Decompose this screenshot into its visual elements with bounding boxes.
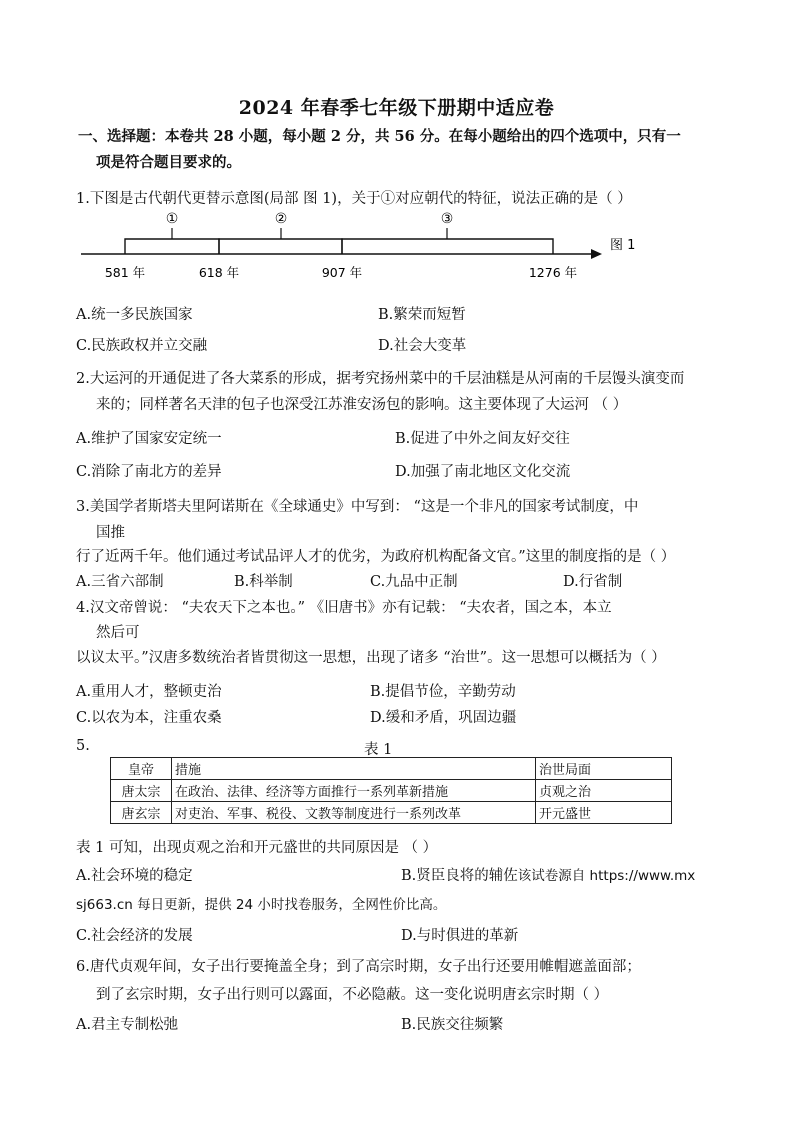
table-header-row bbox=[111, 758, 672, 780]
section-heading-line1: 一、选择题：本卷共 28 小题，每小题 2 分，共 56 分。在每小题给出的四个选项中，只有一 bbox=[78, 128, 681, 145]
marker-1: ① bbox=[165, 211, 179, 227]
table-cell: 在政治、法律、经济等方面推行一系列革新措施 bbox=[172, 780, 536, 802]
table-header-cell: 皇帝 bbox=[111, 758, 172, 780]
q3-option-c: C.九品中正制 bbox=[370, 574, 458, 590]
q4-option-b: B.提倡节俭，辛勤劳动 bbox=[370, 684, 516, 700]
figure-1-timeline bbox=[76, 205, 656, 285]
year-label-3: 907 年 bbox=[321, 265, 363, 280]
watermark-text-1: 该试卷源自 https://www.mx bbox=[517, 868, 696, 884]
table-1-title: 表 1 bbox=[364, 742, 393, 758]
q1-option-a: A.统一多民族国家 bbox=[76, 307, 193, 323]
q5-option-b bbox=[401, 864, 695, 885]
question-1-stem: 1.下图是古代朝代更替示意图(局部 图 1)，关于①对应朝代的特征，说法正确的是（ ） bbox=[76, 191, 632, 207]
q5-option-c: C.社会经济的发展 bbox=[76, 928, 193, 944]
q4-option-d: D.缓和矛盾，巩固边疆 bbox=[370, 710, 517, 726]
q2-option-a: A.维护了国家安定统一 bbox=[76, 431, 222, 447]
question-5-stem: 表 1 可知，出现贞观之治和开元盛世的共同原因是 （ ） bbox=[76, 840, 438, 856]
year-label-2: 618 年 bbox=[198, 265, 240, 280]
marker-3: ③ bbox=[440, 211, 454, 227]
table-cell: 对吏治、军事、税役、文教等制度进行一系列改革 bbox=[172, 802, 536, 824]
period-bracket-3 bbox=[342, 239, 553, 254]
q6-option-a: A.君主专制松弛 bbox=[76, 1017, 179, 1033]
table-cell: 唐太宗 bbox=[111, 780, 172, 802]
q3-option-a: A.三省六部制 bbox=[76, 574, 164, 590]
q4-option-c: C.以农为本，注重农桑 bbox=[76, 710, 222, 726]
q2-option-c: C.消除了南北方的差异 bbox=[76, 464, 222, 480]
question-6-line2: 到了玄宗时期，女子出行则可以露面，不必隐蔽。这一变化说明唐玄宗时期（ ） bbox=[96, 987, 609, 1003]
table-cell: 开元盛世 bbox=[536, 802, 672, 824]
question-4-line3: 以议太平。”汉唐多数统治者皆贯彻这一思想，出现了诸多 “治世”。这一思想可以概括为（ ） bbox=[76, 650, 666, 666]
question-4-line2: 然后可 bbox=[96, 625, 140, 641]
table-1 bbox=[110, 757, 672, 824]
marker-2: ② bbox=[274, 211, 288, 227]
q4-option-a: A.重用人才，整顿吏治 bbox=[76, 684, 222, 700]
question-4-line1: 4.汉文帝曾说： “夫农天下之本也。” 《旧唐书》亦有记载： “夫农者，国之本，本立 bbox=[76, 600, 612, 616]
q5-option-a: A.社会环境的稳定 bbox=[76, 868, 193, 884]
question-6-line1: 6.唐代贞观年间，女子出行要掩盖全身；到了高宗时期，女子出行还要用帷帽遮盖面部； bbox=[76, 959, 641, 975]
q2-option-b: B.促进了中外之间友好交往 bbox=[395, 431, 570, 447]
figure-label: 图 1 bbox=[610, 238, 636, 253]
watermark-text-2: sj663.cn 每日更新，提供 24 小时找卷服务，全网性价比高。 bbox=[76, 897, 447, 913]
q1-option-b: B.繁荣而短暂 bbox=[378, 307, 466, 323]
question-3-line3: 行了近两千年。他们通过考试品评人才的优劣，为政府机构配备文官。”这里的制度指的是（ ） bbox=[76, 549, 676, 565]
q1-option-c: C.民族政权并立交融 bbox=[76, 338, 208, 354]
table-cell: 唐玄宗 bbox=[111, 802, 172, 824]
question-2-line1: 2.大运河的开通促进了各大菜系的形成，据考究扬州菜中的千层油糕是从河南的千层馒头演变而 bbox=[76, 371, 685, 387]
table-header-cell: 治世局面 bbox=[536, 758, 672, 780]
timeline-arrow bbox=[591, 249, 602, 259]
question-2-line2: 来的；同样著名天津的包子也深受江苏淮安汤包的影响。这主要体现了大运河 （ ） bbox=[96, 397, 628, 413]
table-cell: 贞观之治 bbox=[536, 780, 672, 802]
question-5-number: 5. bbox=[76, 738, 90, 754]
year-label-4: 1276 年 bbox=[528, 265, 578, 280]
q3-option-b: B.科举制 bbox=[234, 574, 293, 590]
q3-option-d: D.行省制 bbox=[563, 574, 623, 590]
section-heading-line2: 项是符合题目要求的。 bbox=[96, 154, 241, 171]
q5-option-b-text: B.贤臣良将的辅佐 bbox=[401, 868, 518, 884]
question-3-line1: 3.美国学者斯塔夫里阿诺斯在《全球通史》中写到： “这是一个非凡的国家考试制度，中 bbox=[76, 499, 639, 515]
table-row bbox=[111, 780, 672, 802]
q1-option-d: D.社会大变革 bbox=[378, 338, 467, 354]
table-header-cell: 措施 bbox=[172, 758, 536, 780]
period-bracket-2 bbox=[219, 239, 342, 254]
period-bracket-1 bbox=[125, 239, 219, 254]
table-row bbox=[111, 802, 672, 824]
question-3-line2: 国推 bbox=[96, 525, 125, 541]
q2-option-d: D.加强了南北地区文化交流 bbox=[395, 464, 571, 480]
q6-option-b: B.民族交往频繁 bbox=[401, 1017, 504, 1033]
q5-option-d: D.与时俱进的革新 bbox=[401, 928, 519, 944]
exam-title: 2024 年春季七年级下册期中适应卷 bbox=[238, 97, 555, 119]
year-label-1: 581 年 bbox=[104, 265, 146, 280]
